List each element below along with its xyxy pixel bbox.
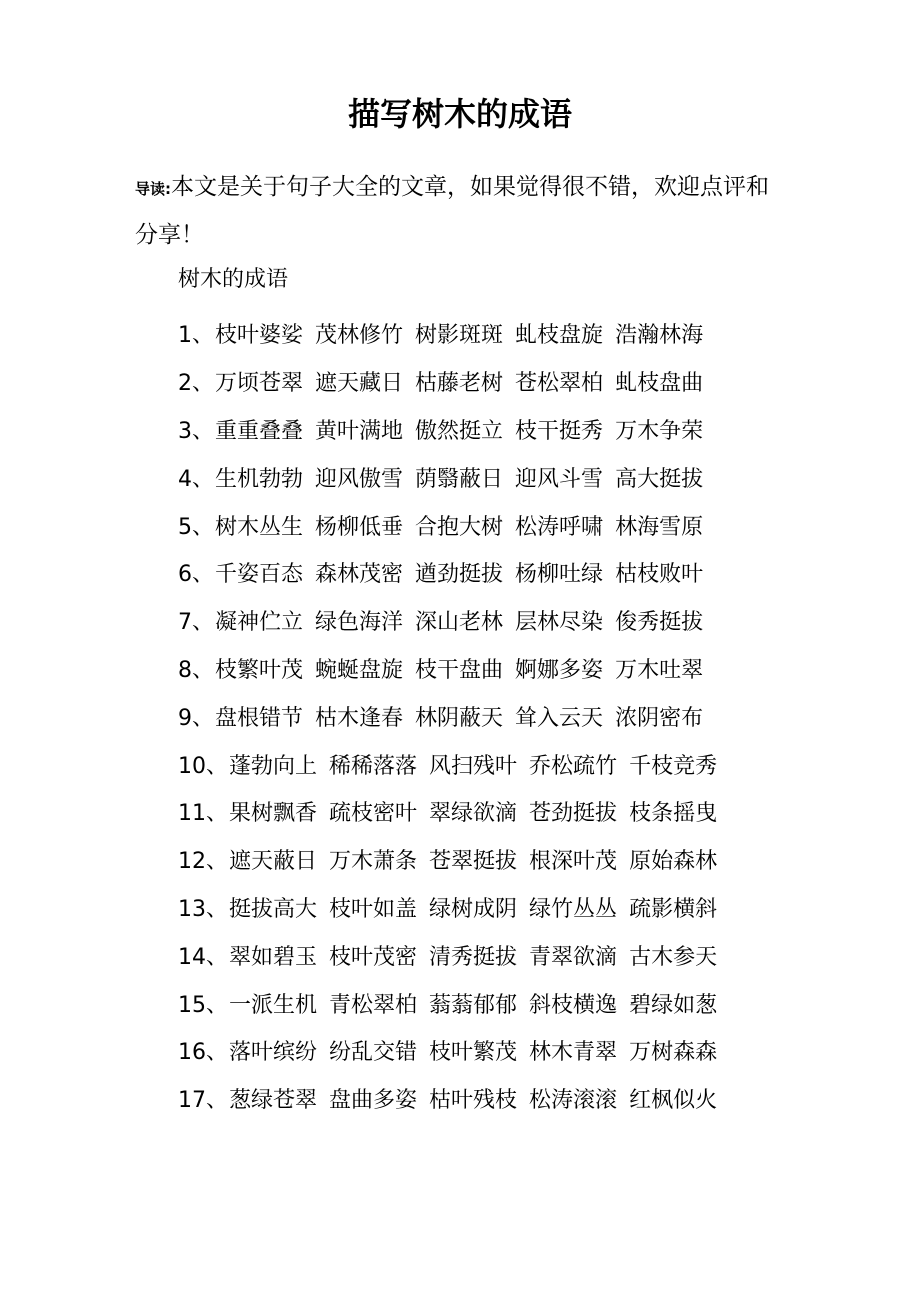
idiom-text: 枝繁叶茂 bbox=[215, 657, 304, 683]
list-item-number: 12、 bbox=[178, 849, 228, 875]
idiom-text: 层林尽染 bbox=[515, 610, 604, 636]
idiom-text: 枯枝败叶 bbox=[615, 562, 704, 588]
idiom-text: 深山老林 bbox=[415, 610, 504, 636]
idiom-text: 遮天蔽日 bbox=[229, 849, 318, 875]
list-item-number: 2、 bbox=[178, 371, 214, 397]
idiom-text: 遮天藏日 bbox=[315, 371, 404, 397]
idiom-text: 遒劲挺拔 bbox=[415, 562, 504, 588]
idiom-text: 茂林修竹 bbox=[315, 323, 404, 349]
idiom-text: 古木参天 bbox=[629, 944, 718, 970]
idiom-text: 凝神伫立 bbox=[215, 610, 304, 636]
idiom-text: 杨柳吐绿 bbox=[515, 562, 604, 588]
idiom-text: 盘根错节 bbox=[215, 705, 304, 731]
list-item bbox=[178, 979, 729, 1027]
idiom-text: 原始森林 bbox=[629, 849, 718, 875]
idiom-text: 苍松翠柏 bbox=[515, 371, 604, 397]
idiom-text: 风扫残叶 bbox=[429, 753, 518, 779]
idiom-text: 绿树成阴 bbox=[429, 896, 518, 922]
list-item bbox=[178, 1027, 729, 1075]
list-item-number: 3、 bbox=[178, 418, 214, 444]
list-item bbox=[178, 597, 729, 645]
idiom-text: 虬枝盘旋 bbox=[515, 323, 604, 349]
document-title: 描写树木的成语 bbox=[347, 95, 572, 133]
list-item-number: 14、 bbox=[178, 944, 228, 970]
idiom-text: 万树森森 bbox=[629, 1040, 718, 1066]
idiom-text: 松涛呼啸 bbox=[515, 514, 604, 540]
section-heading: 树木的成语 bbox=[178, 267, 289, 292]
idiom-text: 枯藤老树 bbox=[415, 371, 504, 397]
list-item bbox=[178, 1075, 729, 1123]
idiom-text: 枯叶残枝 bbox=[429, 1088, 518, 1114]
idiom-text: 千姿百态 bbox=[215, 562, 304, 588]
idiom-text: 疏枝密叶 bbox=[329, 801, 418, 827]
idiom-text: 纷乱交错 bbox=[329, 1040, 418, 1066]
intro-paragraph bbox=[135, 164, 785, 258]
idiom-text: 虬枝盘曲 bbox=[615, 371, 704, 397]
list-item bbox=[178, 740, 729, 788]
idiom-text: 苍劲挺拔 bbox=[529, 801, 618, 827]
idiom-text: 一派生机 bbox=[229, 992, 318, 1018]
idiom-text: 高大挺拔 bbox=[615, 466, 704, 492]
idiom-text: 树木丛生 bbox=[215, 514, 304, 540]
idiom-text: 稀稀落落 bbox=[329, 753, 418, 779]
intro-lead-label: 导读: bbox=[135, 180, 171, 198]
list-item bbox=[178, 692, 729, 740]
idiom-text: 乔松疏竹 bbox=[529, 753, 618, 779]
idiom-text: 俊秀挺拔 bbox=[615, 610, 704, 636]
idiom-text: 翠如碧玉 bbox=[229, 944, 318, 970]
idiom-text: 青松翠柏 bbox=[329, 992, 418, 1018]
idiom-text: 翠绿欲滴 bbox=[429, 801, 518, 827]
list-item-number: 8、 bbox=[178, 657, 214, 683]
idiom-text: 枝叶如盖 bbox=[329, 896, 418, 922]
idiom-text: 蓬勃向上 bbox=[229, 753, 318, 779]
list-item-number: 7、 bbox=[178, 610, 214, 636]
idiom-text: 傲然挺立 bbox=[415, 418, 504, 444]
intro-body-text: 本文是关于句子大全的文章，如果觉得很不错，欢迎点评和分享！ bbox=[135, 174, 769, 248]
idiom-text: 红枫似火 bbox=[629, 1088, 718, 1114]
list-item-number: 16、 bbox=[178, 1040, 228, 1066]
idiom-text: 耸入云天 bbox=[515, 705, 604, 731]
idiom-text: 万顷苍翠 bbox=[215, 371, 304, 397]
idiom-text: 重重叠叠 bbox=[215, 418, 304, 444]
list-item bbox=[178, 406, 729, 454]
idiom-text: 清秀挺拔 bbox=[429, 944, 518, 970]
idiom-text: 生机勃勃 bbox=[215, 466, 304, 492]
idiom-text: 荫翳蔽日 bbox=[415, 466, 504, 492]
idiom-text: 斜枝横逸 bbox=[529, 992, 618, 1018]
idiom-list bbox=[178, 310, 729, 1123]
list-item-number: 6、 bbox=[178, 562, 214, 588]
idiom-text: 枝条摇曳 bbox=[629, 801, 718, 827]
idiom-text: 浩瀚林海 bbox=[615, 323, 704, 349]
idiom-text: 绿色海洋 bbox=[315, 610, 404, 636]
idiom-text: 黄叶满地 bbox=[315, 418, 404, 444]
list-item-number: 9、 bbox=[178, 705, 214, 731]
idiom-text: 千枝竞秀 bbox=[629, 753, 718, 779]
idiom-text: 枝叶婆娑 bbox=[215, 323, 304, 349]
list-item bbox=[178, 645, 729, 693]
idiom-text: 枝叶茂密 bbox=[329, 944, 418, 970]
list-item-number: 13、 bbox=[178, 896, 228, 922]
idiom-text: 枝叶繁茂 bbox=[429, 1040, 518, 1066]
idiom-text: 蜿蜒盘旋 bbox=[315, 657, 404, 683]
idiom-text: 落叶缤纷 bbox=[229, 1040, 318, 1066]
list-item-number: 17、 bbox=[178, 1088, 228, 1114]
idiom-text: 林木青翠 bbox=[529, 1040, 618, 1066]
idiom-text: 盘曲多姿 bbox=[329, 1088, 418, 1114]
list-item bbox=[178, 453, 729, 501]
idiom-text: 万木争荣 bbox=[615, 418, 704, 444]
idiom-text: 青翠欲滴 bbox=[529, 944, 618, 970]
list-item bbox=[178, 931, 729, 979]
list-item bbox=[178, 358, 729, 406]
idiom-text: 林阴蔽天 bbox=[415, 705, 504, 731]
idiom-text: 森林茂密 bbox=[315, 562, 404, 588]
idiom-text: 万木吐翠 bbox=[615, 657, 704, 683]
list-item bbox=[178, 884, 729, 932]
idiom-text: 迎风傲雪 bbox=[315, 466, 404, 492]
list-item-number: 5、 bbox=[178, 514, 214, 540]
idiom-text: 苍翠挺拔 bbox=[429, 849, 518, 875]
list-item-number: 4、 bbox=[178, 466, 214, 492]
idiom-text: 蓊蓊郁郁 bbox=[429, 992, 518, 1018]
idiom-text: 松涛滚滚 bbox=[529, 1088, 618, 1114]
list-item-number: 11、 bbox=[178, 801, 228, 827]
idiom-text: 果树飘香 bbox=[229, 801, 318, 827]
list-item-number: 15、 bbox=[178, 992, 228, 1018]
idiom-text: 枝干盘曲 bbox=[415, 657, 504, 683]
list-item bbox=[178, 310, 729, 358]
idiom-text: 万木萧条 bbox=[329, 849, 418, 875]
idiom-text: 绿竹丛丛 bbox=[529, 896, 618, 922]
idiom-text: 林海雪原 bbox=[615, 514, 704, 540]
idiom-text: 婀娜多姿 bbox=[515, 657, 604, 683]
list-item bbox=[178, 549, 729, 597]
idiom-text: 葱绿苍翠 bbox=[229, 1088, 318, 1114]
list-item bbox=[178, 836, 729, 884]
idiom-text: 碧绿如葱 bbox=[629, 992, 718, 1018]
idiom-text: 枯木逢春 bbox=[315, 705, 404, 731]
idiom-text: 合抱大树 bbox=[415, 514, 504, 540]
idiom-text: 树影斑斑 bbox=[415, 323, 504, 349]
idiom-text: 枝干挺秀 bbox=[515, 418, 604, 444]
idiom-text: 疏影横斜 bbox=[629, 896, 718, 922]
idiom-text: 杨柳低垂 bbox=[315, 514, 404, 540]
list-item-number: 10、 bbox=[178, 753, 228, 779]
list-item bbox=[178, 501, 729, 549]
list-item-number: 1、 bbox=[178, 323, 214, 349]
idiom-text: 挺拔高大 bbox=[229, 896, 318, 922]
idiom-text: 迎风斗雪 bbox=[515, 466, 604, 492]
idiom-text: 浓阴密布 bbox=[615, 705, 704, 731]
list-item bbox=[178, 788, 729, 836]
idiom-text: 根深叶茂 bbox=[529, 849, 618, 875]
